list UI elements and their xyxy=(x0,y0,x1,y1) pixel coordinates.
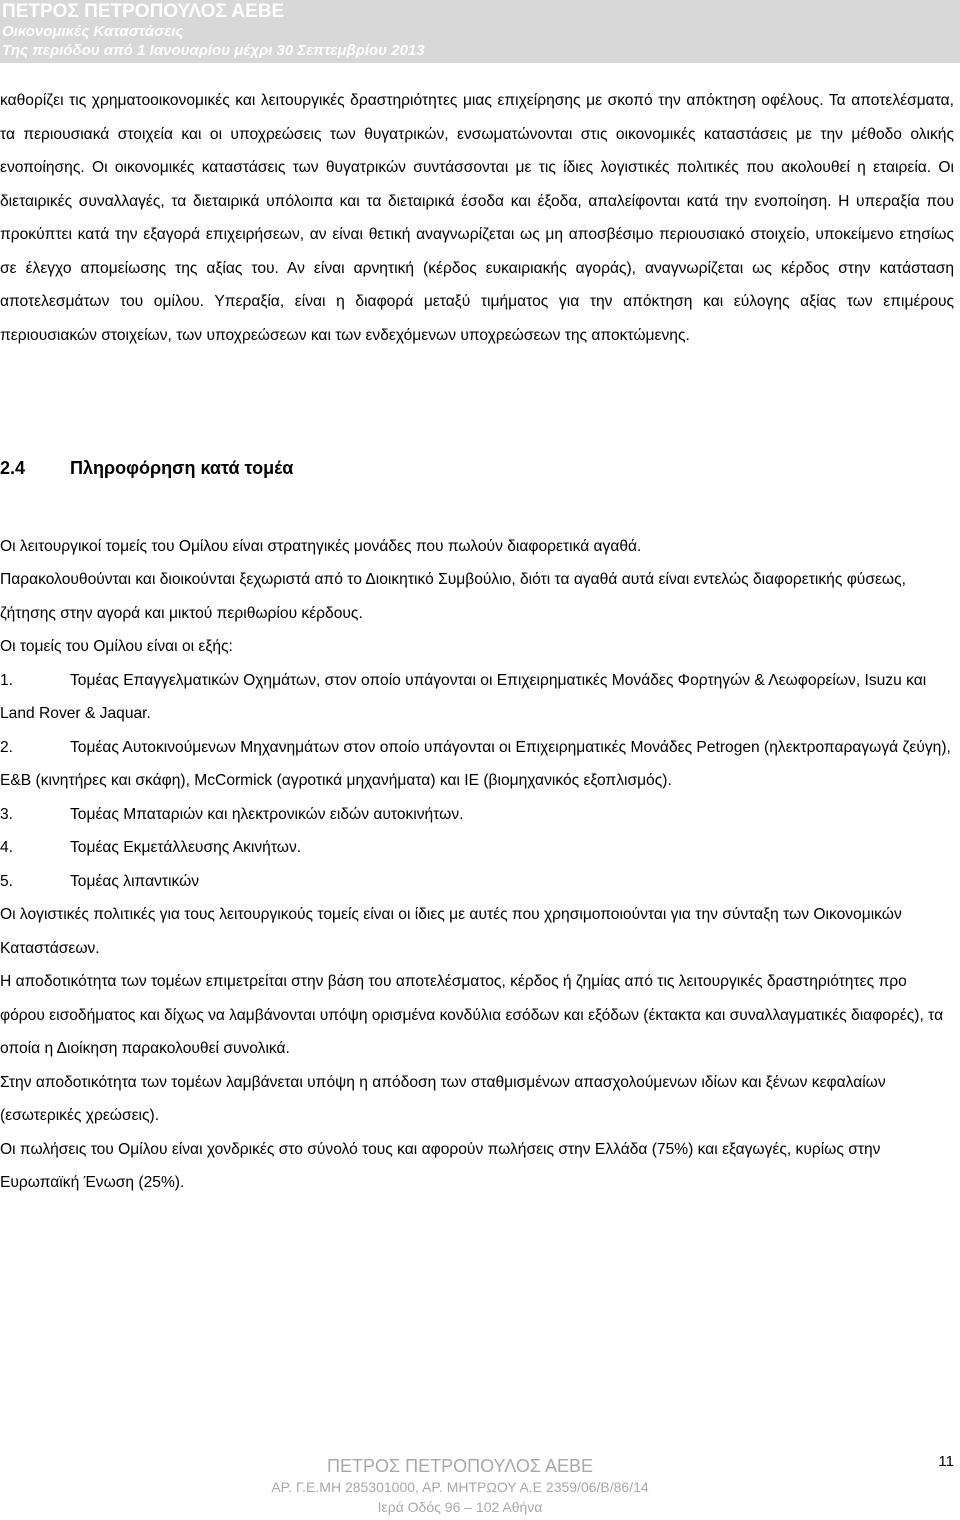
list-item-text: Τομέας Εκμετάλλευσης Ακινήτων. xyxy=(70,839,302,856)
paragraph-performance: Η αποδοτικότητα των τομέων επιμετρείται στην βάση του αποτελέσματος, κέρδος ή ζημίας από τις λειτουργικές δραστηριότητες προ φόρου εισοδήματος και δίχως να λαμβάνονται υπόψη ορισμένα κονδύλια εσόδων και εξόδων (έκτακτα και συναλλαγματικές διαφορές), τα οποία η Διοίκηση παρακολουθεί συνολικά. xyxy=(0,973,944,1057)
paragraph-sales: Οι πωλήσεις του Ομίλου είναι χονδρικές στο σύνολό τους και αφορούν πωλήσεις στην Ελλάδα (75%) και εξαγωγές, κυρίως στην Ευρωπαϊκή Ένωση (25%). xyxy=(0,1140,881,1191)
document-body xyxy=(0,84,954,1200)
header-period: Της περιόδου από 1 Ιανουαρίου μέχρι 30 Σεπτεμβρίου 2013 xyxy=(2,42,425,59)
page-header xyxy=(0,0,960,63)
list-item-number: 5. xyxy=(0,872,14,890)
list-item xyxy=(0,831,954,865)
list-item xyxy=(0,798,954,832)
list-item-number: 3. xyxy=(0,805,14,823)
paragraph-capital-charges: Στην αποδοτικότητα των τομέων λαμβάνεται υπόψη η απόδοση των σταθμισμένων απασχολούμενων ιδίων και ξένων κεφαλαίων (εσωτερικές χρεώσεις). xyxy=(0,1073,886,1124)
spacer xyxy=(0,486,954,530)
section-heading xyxy=(0,452,954,486)
footer-address: Ιερά Οδός 96 – 102 Αθήνα xyxy=(377,1499,543,1515)
paragraph-segments-list-intro: Οι τομείς του Ομίλου είναι οι εξής: xyxy=(0,638,233,655)
list-item xyxy=(0,731,954,798)
section-title: Πληροφόρηση κατά τομέα xyxy=(70,458,294,478)
list-item-number: 2. xyxy=(0,738,14,756)
footer-registry: ΑΡ. Γ.Ε.ΜΗ 285301000, ΑΡ. ΜΗΤΡΩΟΥ Α.Ε 2359/06/Β/86/14 xyxy=(271,1479,649,1495)
footer-company-name: ΠΕΤΡΟΣ ΠΕΤΡΟΠΟΥΛΟΣ ΑΕΒΕ xyxy=(326,1456,594,1476)
section-number: 2.4 xyxy=(0,458,26,478)
list-item-text: Τομέας Μπαταριών και ηλεκτρονικών ειδών αυτοκινήτων. xyxy=(70,805,464,823)
list-item xyxy=(0,865,954,899)
list-item xyxy=(0,664,954,731)
paragraph-accounting-policies: Οι λογιστικές πολιτικές για τους λειτουργικούς τομείς είναι οι ίδιες με αυτές που χρησιμοποιούνται για την σύνταξη των Οικονομικών Καταστάσεων. xyxy=(0,906,902,957)
page-number: 11 xyxy=(938,1453,954,1470)
list-item-text: Τομέας λιπαντικών xyxy=(70,872,200,890)
page-footer xyxy=(0,1453,960,1520)
list-item-text: Τομέας Επαγγελματικών Οχημάτων, στον οποίο υπάγονται οι Επιχειρηματικές Μονάδες Φορτηγών & Λεωφορείων, Isuzu και Land Rover & Jaquar. xyxy=(0,671,927,722)
list-item-number: 4. xyxy=(0,839,14,856)
header-document-title: Οικονομικές Καταστάσεις xyxy=(2,23,184,40)
header-company-name: ΠΕΤΡΟΣ ΠΕΤΡΟΠΟΥΛΟΣ ΑΕΒΕ xyxy=(2,1,285,22)
spacer xyxy=(0,352,954,452)
intro-paragraph: καθορίζει τις χρηματοοικονομικές και λειτουργικές δραστηριότητες μιας επιχείρησης με σκοπό την απόκτηση οφέλους. Τα αποτελέσματα, τα περιουσιακά στοιχεία και οι υποχρεώσεις των θυγατρικών, ενσωματώνονται στις οικονομικές καταστάσεις με την μέθοδο ολικής ενοποίησης. Οι οικονομικές καταστάσεις των θυγατρικών συντάσσονται με τις ίδιες λογιστικές πολιτικές που ακολουθεί η εταιρεία. Οι διεταιρικές συναλλαγές, τα διεταιρικά υπόλοιπα και τα διεταιρικά έσοδα και έξοδα, απαλείφονται κατά την ενοποίηση. Η υπεραξία που προκύπτει κατά την εξαγορά επιχειρήσεων, αν είναι θετική αναγνωρίζεται ως μη αποσβέσιμο περιουσιακό στοιχείο, υποκείμενο ετησίως σε έλεγχο απομείωσης της αξίας του. Αν είναι αρνητική (κέρδος ευκαιριακής αγοράς), αναγνωρίζεται ως κέρδος στην κατάσταση αποτελεσμάτων του ομίλου. Υπεραξία, είναι η διαφορά μεταξύ τιμήματος για την απόκτηση και εύλογης αξίας των επιμέρους περιουσιακών στοιχείων, των υποχρεώσεων και των ενδεχόμενων υποχρεώσεων της αποκτώμενης. xyxy=(0,92,954,344)
list-item-number: 1. xyxy=(0,671,14,689)
paragraph-segments-intro: Οι λειτουργικοί τομείς του Ομίλου είναι στρατηγικές μονάδες που πωλούν διαφορετικά αγαθά. xyxy=(0,537,642,555)
paragraph-management: Παρακολουθούνται και διοικούνται ξεχωριστά από το Διοικητικό Συμβούλιο, διότι τα αγαθά αυτά είναι εντελώς διαφορετικής φύσεως, ζήτησης στην αγορά και μικτού περιθωρίου κέρδους. xyxy=(0,571,906,622)
list-item-text: Τομέας Αυτοκινούμενων Μηχανημάτων στον οποίο υπάγονται οι Επιχειρηματικές Μονάδες Petrogen (ηλεκτροπαραγωγά ζεύγη), E&B (κινητήρες και σκάφη), McCormick (αγροτικά μηχανήματα) και IE (βιομηχανικός εξοπλισμός). xyxy=(0,738,951,789)
